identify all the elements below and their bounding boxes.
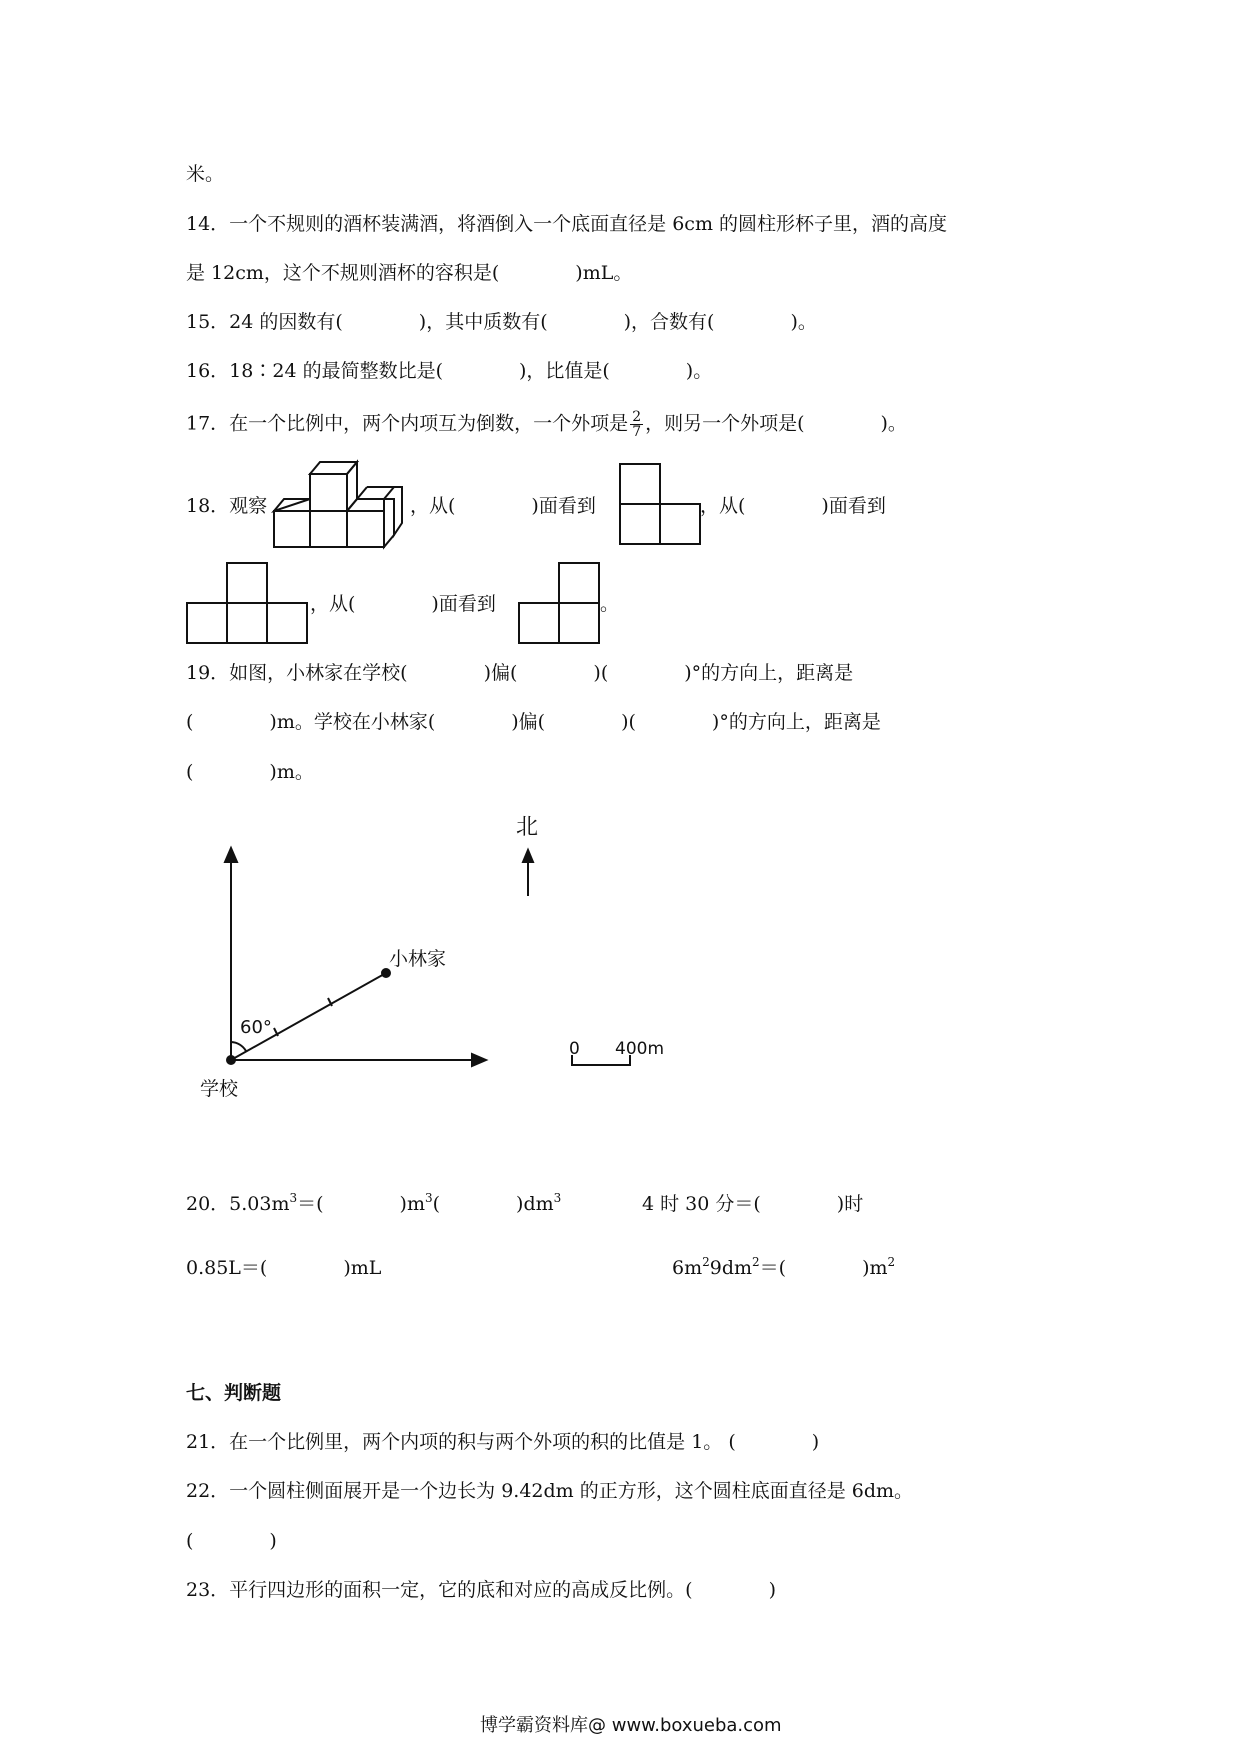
text-line: 米。 xyxy=(186,163,225,185)
unit-text: ( )dm xyxy=(432,1193,554,1215)
scale-value-label: 400m xyxy=(615,1039,665,1059)
fraction-numerator: 2 xyxy=(632,409,642,425)
home-label: 小林家 xyxy=(389,948,447,970)
cube-stack-figure xyxy=(272,457,417,549)
question-14-line2: 是 12cm，这个不规则酒杯的容积是( )mL。 xyxy=(186,262,633,284)
unit-text: ＝( )m xyxy=(759,1257,888,1279)
unit-text: ＝( )m xyxy=(297,1193,425,1215)
fraction-denominator: 7 xyxy=(632,424,642,440)
unit-text: 9dm xyxy=(709,1257,753,1279)
question-17-text-b: ，则另一个外项是( )。 xyxy=(645,412,907,435)
school-label: 学校 xyxy=(200,1078,239,1100)
unit-text: 20．5.03m xyxy=(186,1193,290,1215)
question-22-line2: ( ) xyxy=(186,1530,277,1552)
question-20-line2-right xyxy=(672,1256,895,1282)
superscript: 2 xyxy=(702,1255,710,1269)
question-15: 15．24 的因数有( )，其中质数有( )，合数有( )。 xyxy=(186,311,817,333)
question-20-line1-right: 4 时 30 分＝( )时 xyxy=(642,1193,864,1215)
superscript: 2 xyxy=(752,1255,760,1269)
question-17-text-a: 17．在一个比例中，两个内项互为倒数，一个外项是 xyxy=(186,412,629,435)
unit-text: 6m xyxy=(672,1257,703,1279)
section-heading: 七、判断题 xyxy=(186,1382,282,1404)
question-20-line1-left xyxy=(186,1192,561,1218)
question-16: 16．18∶24 的最简整数比是( )，比值是( )。 xyxy=(186,360,713,382)
page-footer: 博学霸资料库@ www.boxueba.com xyxy=(480,1715,782,1736)
question-22-line1: 22．一个圆柱侧面展开是一个边长为 9.42dm 的正方形，这个圆柱底面直径是 6dm。 xyxy=(186,1480,914,1502)
question-21: 21．在一个比例里，两个内项的积与两个外项的积的比值是 1。 ( ) xyxy=(186,1431,820,1453)
superscript: 3 xyxy=(553,1191,562,1205)
question-18-text-b: ，从( )面看到 xyxy=(410,495,596,517)
question-14-line1: 14．一个不规则的酒杯装满酒，将酒倒入一个底面直径是 6cm 的圆柱形杯子里，酒的高度 xyxy=(186,213,948,235)
question-19-line1: 19．如图，小林家在学校( )偏( )( )°的方向上，距离是 xyxy=(186,662,854,684)
view-figure-c xyxy=(518,562,600,644)
question-18-label: 18．观察 xyxy=(186,495,268,517)
question-19-line2: ( )m。学校在小林家( )偏( )( )°的方向上，距离是 xyxy=(186,711,881,733)
superscript: 3 xyxy=(289,1191,298,1205)
superscript: 2 xyxy=(887,1255,896,1269)
fraction xyxy=(630,410,643,439)
scale-zero-label: 0 xyxy=(569,1039,580,1059)
question-23: 23．平行四边形的面积一定，它的底和对应的高成反比例。( ) xyxy=(186,1579,777,1601)
question-17 xyxy=(186,410,907,439)
question-18-text-d: ，从( )面看到 xyxy=(310,593,496,615)
question-18-text-c: ，从( )面看到 xyxy=(700,495,886,517)
question-18-end: 。 xyxy=(600,593,620,615)
view-figure-b xyxy=(186,562,308,644)
view-figure-a xyxy=(619,463,701,545)
superscript: 3 xyxy=(424,1191,433,1205)
question-19-line3: ( )m。 xyxy=(186,761,314,783)
angle-label: 60° xyxy=(240,1017,272,1038)
north-label: 北 xyxy=(516,815,539,840)
question-20-line2-left: 0.85L＝( )mL xyxy=(186,1257,382,1279)
